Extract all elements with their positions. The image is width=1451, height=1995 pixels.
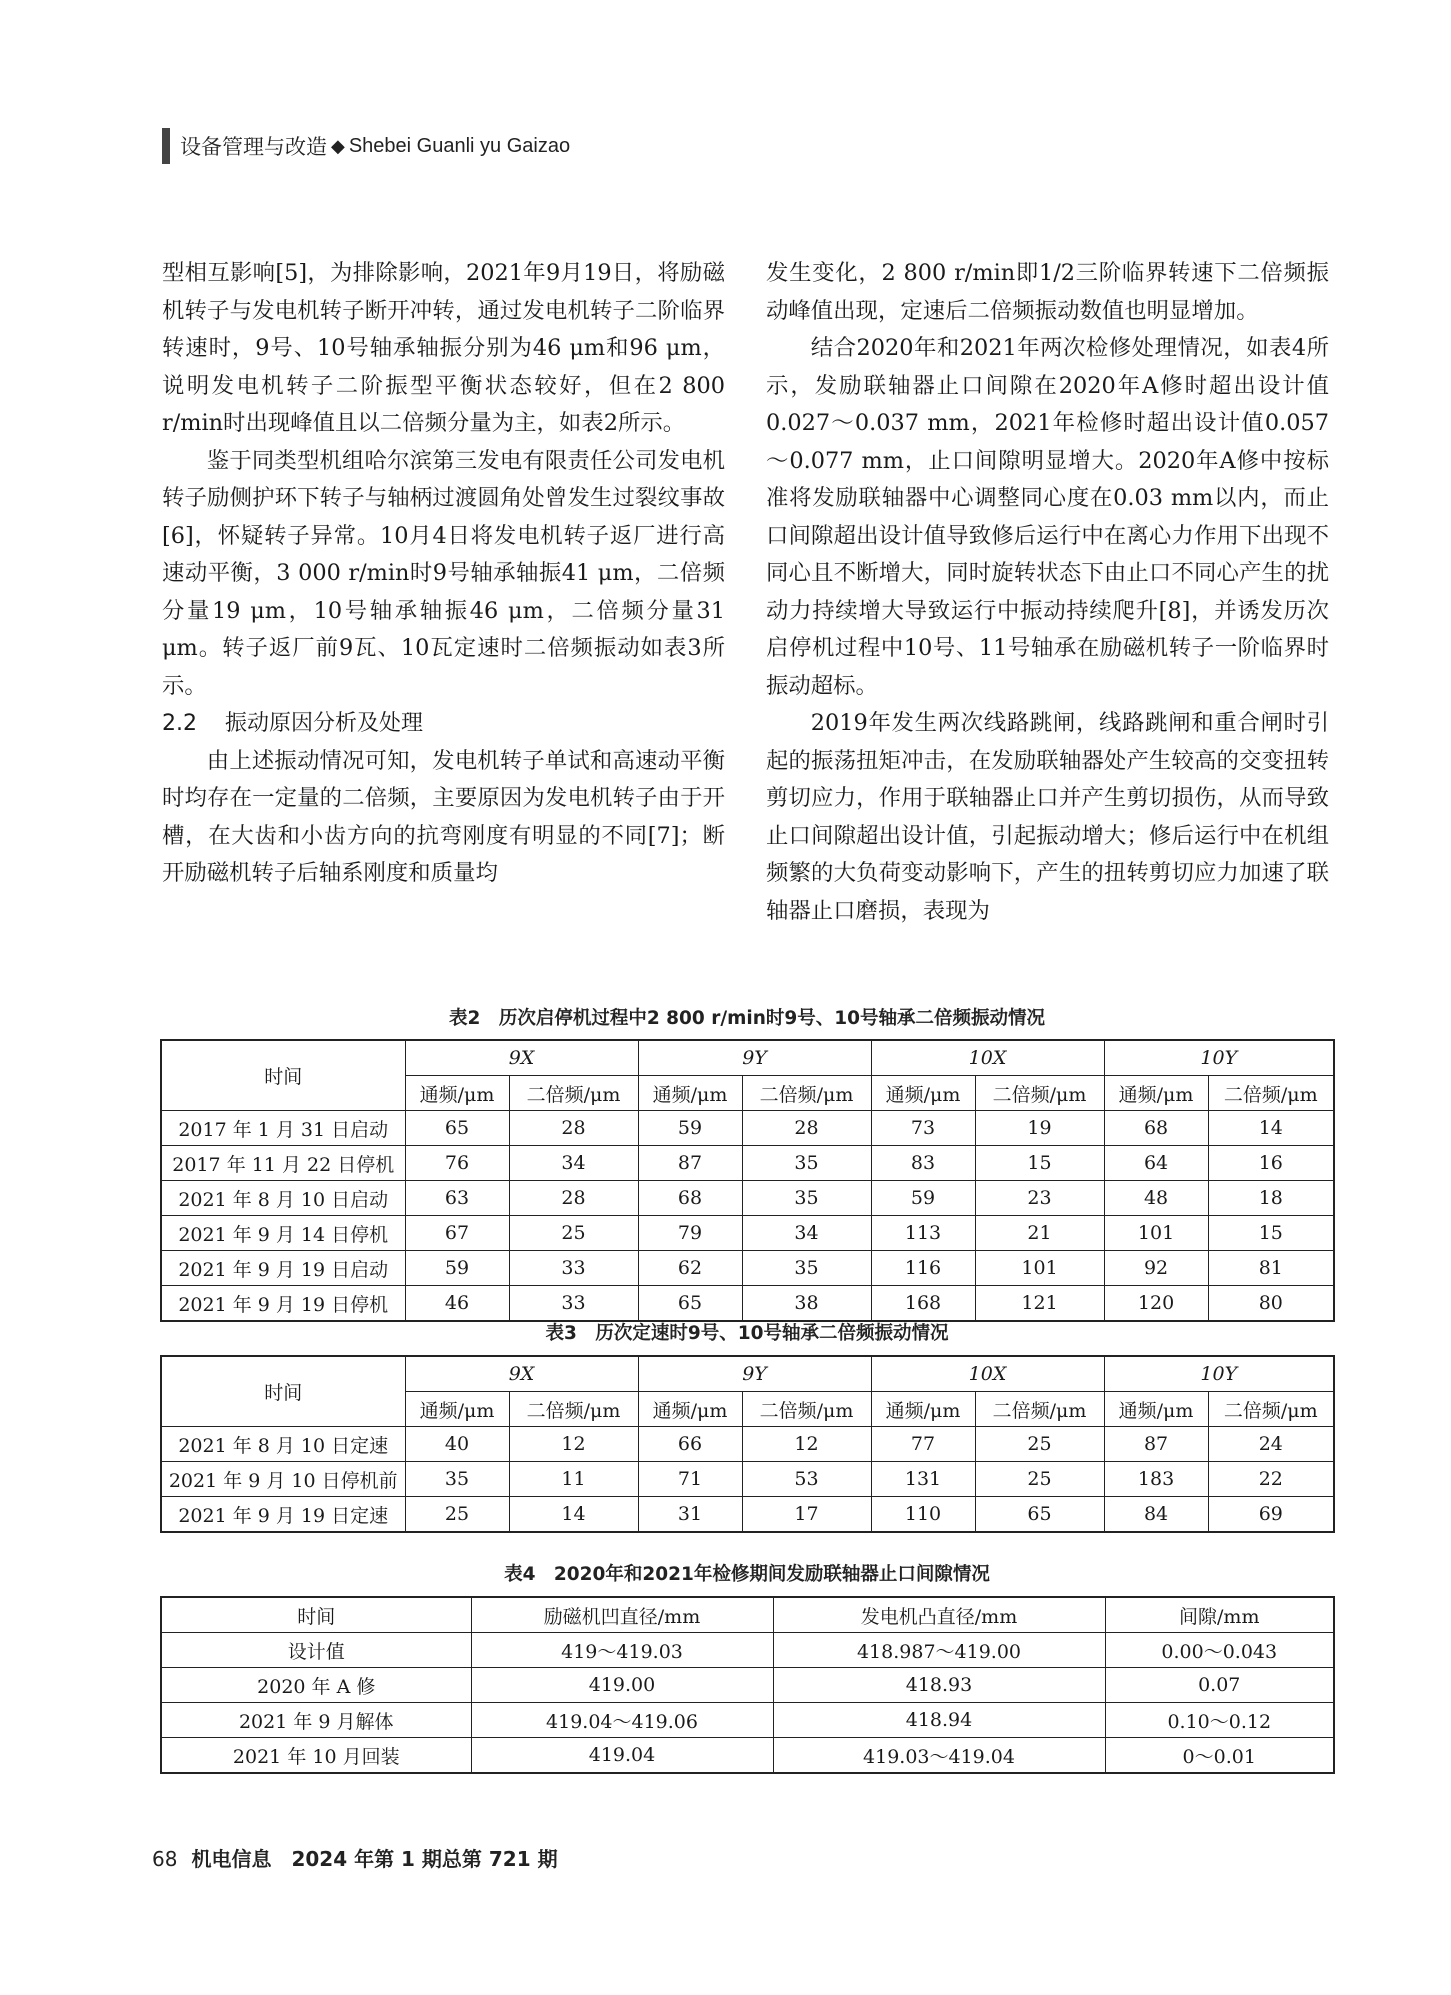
table-cell: 28 <box>509 1111 638 1146</box>
table3-caption: 表3 历次定速时9号、10号轴承二倍频振动情况 <box>545 1323 949 1344</box>
table-cell: 33 <box>509 1286 638 1322</box>
table-cell: 418.987～419.00 <box>773 1633 1105 1668</box>
table-cell: 33 <box>509 1251 638 1286</box>
table-cell: 31 <box>638 1497 742 1533</box>
diamond-icon: ◆ <box>331 135 345 157</box>
table-cell: 17 <box>742 1497 871 1533</box>
table2 <box>160 1039 1335 1322</box>
table-cell: 79 <box>638 1216 742 1251</box>
table-cell: 35 <box>405 1462 509 1497</box>
table-cell: 12 <box>509 1427 638 1462</box>
group-header: 9Y <box>638 1040 871 1076</box>
table-cell: 84 <box>1104 1497 1208 1533</box>
table-cell: 0～0.01 <box>1105 1738 1334 1774</box>
table-cell: 110 <box>871 1497 975 1533</box>
subheader: 通频/μm <box>871 1392 975 1427</box>
table-cell: 65 <box>975 1497 1104 1533</box>
table-cell: 35 <box>742 1181 871 1216</box>
table-cell: 25 <box>975 1427 1104 1462</box>
table-cell: 11 <box>509 1462 638 1497</box>
table-cell: 0.00～0.043 <box>1105 1633 1334 1668</box>
table-cell: 66 <box>638 1427 742 1462</box>
table3 <box>160 1355 1335 1533</box>
table-cell: 131 <box>871 1462 975 1497</box>
table-cell: 14 <box>509 1497 638 1533</box>
column-header: 间隙/mm <box>1105 1597 1334 1633</box>
table-cell: 92 <box>1104 1251 1208 1286</box>
header-bar <box>162 128 170 164</box>
table-cell: 59 <box>871 1181 975 1216</box>
subheader: 通频/μm <box>638 1392 742 1427</box>
table-cell: 53 <box>742 1462 871 1497</box>
table-cell: 418.93 <box>773 1668 1105 1703</box>
table-cell: 2021 年 10 月回装 <box>161 1738 471 1774</box>
table-cell: 2021 年 9 月 14 日停机 <box>161 1216 405 1251</box>
left-column <box>162 255 725 893</box>
table-cell: 15 <box>975 1146 1104 1181</box>
table4 <box>160 1596 1335 1774</box>
paragraph: 由上述振动情况可知，发电机转子单试和高速动平衡时均存在一定量的二倍频，主要原因为发电机转子由于开槽，在大齿和小齿方向的抗弯刚度有明显的不同[7]；断开励磁机转子后轴系刚度和质量均 <box>162 747 725 886</box>
table-cell: 23 <box>975 1181 1104 1216</box>
table-cell: 101 <box>1104 1216 1208 1251</box>
table-cell: 76 <box>405 1146 509 1181</box>
table-cell: 62 <box>638 1251 742 1286</box>
table-cell: 0.10～0.12 <box>1105 1703 1334 1738</box>
table-cell: 77 <box>871 1427 975 1462</box>
table-cell: 65 <box>405 1111 509 1146</box>
table-cell: 419～419.03 <box>471 1633 773 1668</box>
subheader: 二倍频/μm <box>742 1076 871 1111</box>
table-row <box>161 1497 1334 1533</box>
table-cell: 2021 年 8 月 10 日定速 <box>161 1427 405 1462</box>
table-cell: 2021 年 9 月解体 <box>161 1703 471 1738</box>
table-cell: 46 <box>405 1286 509 1322</box>
table-cell: 419.04～419.06 <box>471 1703 773 1738</box>
table-cell: 19 <box>975 1111 1104 1146</box>
table-row <box>161 1146 1334 1181</box>
table-cell: 65 <box>638 1286 742 1322</box>
running-header <box>162 128 570 164</box>
right-column <box>766 255 1329 930</box>
table-cell: 16 <box>1208 1146 1334 1181</box>
table-cell: 0.07 <box>1105 1668 1334 1703</box>
subheader: 二倍频/μm <box>509 1076 638 1111</box>
group-header: 10X <box>871 1356 1104 1392</box>
table-cell: 34 <box>742 1216 871 1251</box>
table-cell: 2021 年 9 月 19 日启动 <box>161 1251 405 1286</box>
column-header: 时间 <box>161 1597 471 1633</box>
table-cell: 2020 年 A 修 <box>161 1668 471 1703</box>
table-cell: 12 <box>742 1427 871 1462</box>
subheader: 二倍频/μm <box>1208 1076 1334 1111</box>
table-cell: 68 <box>1104 1111 1208 1146</box>
table-cell: 59 <box>638 1111 742 1146</box>
table-row <box>161 1216 1334 1251</box>
table-cell: 81 <box>1208 1251 1334 1286</box>
table-cell: 35 <box>742 1251 871 1286</box>
table-cell: 2021 年 9 月 10 日停机前 <box>161 1462 405 1497</box>
column-header: 发电机凸直径/mm <box>773 1597 1105 1633</box>
table-cell: 87 <box>638 1146 742 1181</box>
subheader: 二倍频/μm <box>1208 1392 1334 1427</box>
table-row <box>161 1703 1334 1738</box>
table-cell: 64 <box>1104 1146 1208 1181</box>
time-header: 时间 <box>161 1040 405 1111</box>
journal-name-en: Shebei Guanli yu Gaizao <box>348 134 571 157</box>
table-cell: 63 <box>405 1181 509 1216</box>
table-cell: 68 <box>638 1181 742 1216</box>
table-cell: 38 <box>742 1286 871 1322</box>
table-cell: 28 <box>742 1111 871 1146</box>
table4-caption: 表4 2020年和2021年检修期间发励联轴器止口间隙情况 <box>504 1564 990 1585</box>
table-row <box>161 1462 1334 1497</box>
subheader: 通频/μm <box>405 1392 509 1427</box>
table-row <box>161 1668 1334 1703</box>
table-cell: 35 <box>742 1146 871 1181</box>
journal-name-cn: 设备管理与改造 <box>180 135 327 159</box>
table-row <box>161 1427 1334 1462</box>
table-cell: 18 <box>1208 1181 1334 1216</box>
table-cell: 101 <box>975 1251 1104 1286</box>
paragraph: 鉴于同类型机组哈尔滨第三发电有限责任公司发电机转子励侧护环下转子与轴柄过渡圆角处曾发生过裂纹事故[6]，怀疑转子异常。10月4日将发电机转子返厂进行高速动平衡，3 000 r/min时9号轴承轴振41 μm，二倍频分量19 μm，10号轴承轴振46 μm，二倍频分量31 μm。转子返厂前9瓦、10瓦定速时二倍频振动如表3所示。 <box>162 447 725 699</box>
table-cell: 2017 年 11 月 22 日停机 <box>161 1146 405 1181</box>
table-cell: 59 <box>405 1251 509 1286</box>
table-cell: 40 <box>405 1427 509 1462</box>
table-cell: 419.04 <box>471 1738 773 1774</box>
table-cell: 87 <box>1104 1427 1208 1462</box>
page-footer <box>152 1843 558 1872</box>
table-cell: 2021 年 9 月 19 日停机 <box>161 1286 405 1322</box>
table-row <box>161 1633 1334 1668</box>
section-heading <box>162 705 725 743</box>
table-cell: 80 <box>1208 1286 1334 1322</box>
table-cell: 48 <box>1104 1181 1208 1216</box>
table-cell: 83 <box>871 1146 975 1181</box>
table-cell: 15 <box>1208 1216 1334 1251</box>
table-cell: 71 <box>638 1462 742 1497</box>
table-cell: 34 <box>509 1146 638 1181</box>
table-cell: 2017 年 1 月 31 日启动 <box>161 1111 405 1146</box>
table-row <box>161 1111 1334 1146</box>
table-cell: 183 <box>1104 1462 1208 1497</box>
table-cell: 69 <box>1208 1497 1334 1533</box>
subheader: 通频/μm <box>638 1076 742 1111</box>
table-cell: 25 <box>405 1497 509 1533</box>
subheader: 通频/μm <box>1104 1392 1208 1427</box>
group-header: 9X <box>405 1356 638 1392</box>
time-header: 时间 <box>161 1356 405 1427</box>
group-header: 9Y <box>638 1356 871 1392</box>
page-number: 68 <box>152 1847 178 1871</box>
table-row <box>161 1251 1334 1286</box>
table-cell: 418.94 <box>773 1703 1105 1738</box>
table-cell: 120 <box>1104 1286 1208 1322</box>
column-header: 励磁机凹直径/mm <box>471 1597 773 1633</box>
table-cell: 419.00 <box>471 1668 773 1703</box>
table-cell: 419.03～419.04 <box>773 1738 1105 1774</box>
section-number: 2.2 <box>162 711 197 736</box>
subheader: 二倍频/μm <box>975 1392 1104 1427</box>
table-cell: 14 <box>1208 1111 1334 1146</box>
group-header: 9X <box>405 1040 638 1076</box>
table-cell: 21 <box>975 1216 1104 1251</box>
table-cell: 121 <box>975 1286 1104 1322</box>
table-cell: 25 <box>509 1216 638 1251</box>
subheader: 通频/μm <box>405 1076 509 1111</box>
table-cell: 25 <box>975 1462 1104 1497</box>
paragraph: 2019年发生两次线路跳闸，线路跳闸和重合闸时引起的振荡扭矩冲击，在发励联轴器处产生较高的交变扭转剪切应力，作用于联轴器止口并产生剪切损伤，从而导致止口间隙超出设计值，引起振动增大；修后运行中在机组频繁的大负荷变动影响下，产生的扭转剪切应力加速了联轴器止口磨损，表现为 <box>766 710 1329 924</box>
table-cell: 22 <box>1208 1462 1334 1497</box>
paragraph: 型相互影响[5]，为排除影响，2021年9月19日，将励磁机转子与发电机转子断开冲转，通过发电机转子二阶临界转速时，9号、10号轴承轴振分别为46 μm和96 μm，说明发电机转子二阶振型平衡状态较好，但在2 800 r/min时出现峰值且以二倍频分量为主，如表2所示。 <box>162 260 725 436</box>
table-row <box>161 1738 1334 1774</box>
table-cell: 116 <box>871 1251 975 1286</box>
subheader: 通频/μm <box>871 1076 975 1111</box>
table-cell: 24 <box>1208 1427 1334 1462</box>
paragraph: 结合2020年和2021年两次检修处理情况，如表4所示，发励联轴器止口间隙在2020年A修时超出设计值0.027～0.037 mm，2021年检修时超出设计值0.057～0.077 mm，止口间隙明显增大。2020年A修中按标准将发励联轴器中心调整同心度在0.03 mm以内，而止口间隙超出设计值导致修后运行中在离心力作用下出现不同心且不断增大，同时旋转状态下由止口不同心产生的扰动力持续增大导致运行中振动持续爬升[8]，并诱发历次启停机过程中10号、11号轴承在励磁机转子一阶临界时振动超标。 <box>766 335 1329 699</box>
subheader: 二倍频/μm <box>509 1392 638 1427</box>
table-cell: 2021 年 9 月 19 日定速 <box>161 1497 405 1533</box>
paragraph: 发生变化，2 800 r/min即1/2三阶临界转速下二倍频振动峰值出现，定速后二倍频振动数值也明显增加。 <box>766 260 1329 324</box>
journal-issue: 机电信息 2024 年第 1 期总第 721 期 <box>191 1847 558 1871</box>
subheader: 二倍频/μm <box>975 1076 1104 1111</box>
table-cell: 2021 年 8 月 10 日启动 <box>161 1181 405 1216</box>
group-header: 10Y <box>1104 1356 1334 1392</box>
group-header: 10X <box>871 1040 1104 1076</box>
table-row <box>161 1286 1334 1322</box>
subheader: 二倍频/μm <box>742 1392 871 1427</box>
table-row <box>161 1181 1334 1216</box>
table-cell: 168 <box>871 1286 975 1322</box>
subheader: 通频/μm <box>1104 1076 1208 1111</box>
table-cell: 67 <box>405 1216 509 1251</box>
table-cell: 设计值 <box>161 1633 471 1668</box>
group-header: 10Y <box>1104 1040 1334 1076</box>
table-cell: 113 <box>871 1216 975 1251</box>
table-cell: 28 <box>509 1181 638 1216</box>
section-title: 振动原因分析及处理 <box>225 711 424 736</box>
table-cell: 73 <box>871 1111 975 1146</box>
table2-caption: 表2 历次启停机过程中2 800 r/min时9号、10号轴承二倍频振动情况 <box>448 1008 1046 1029</box>
